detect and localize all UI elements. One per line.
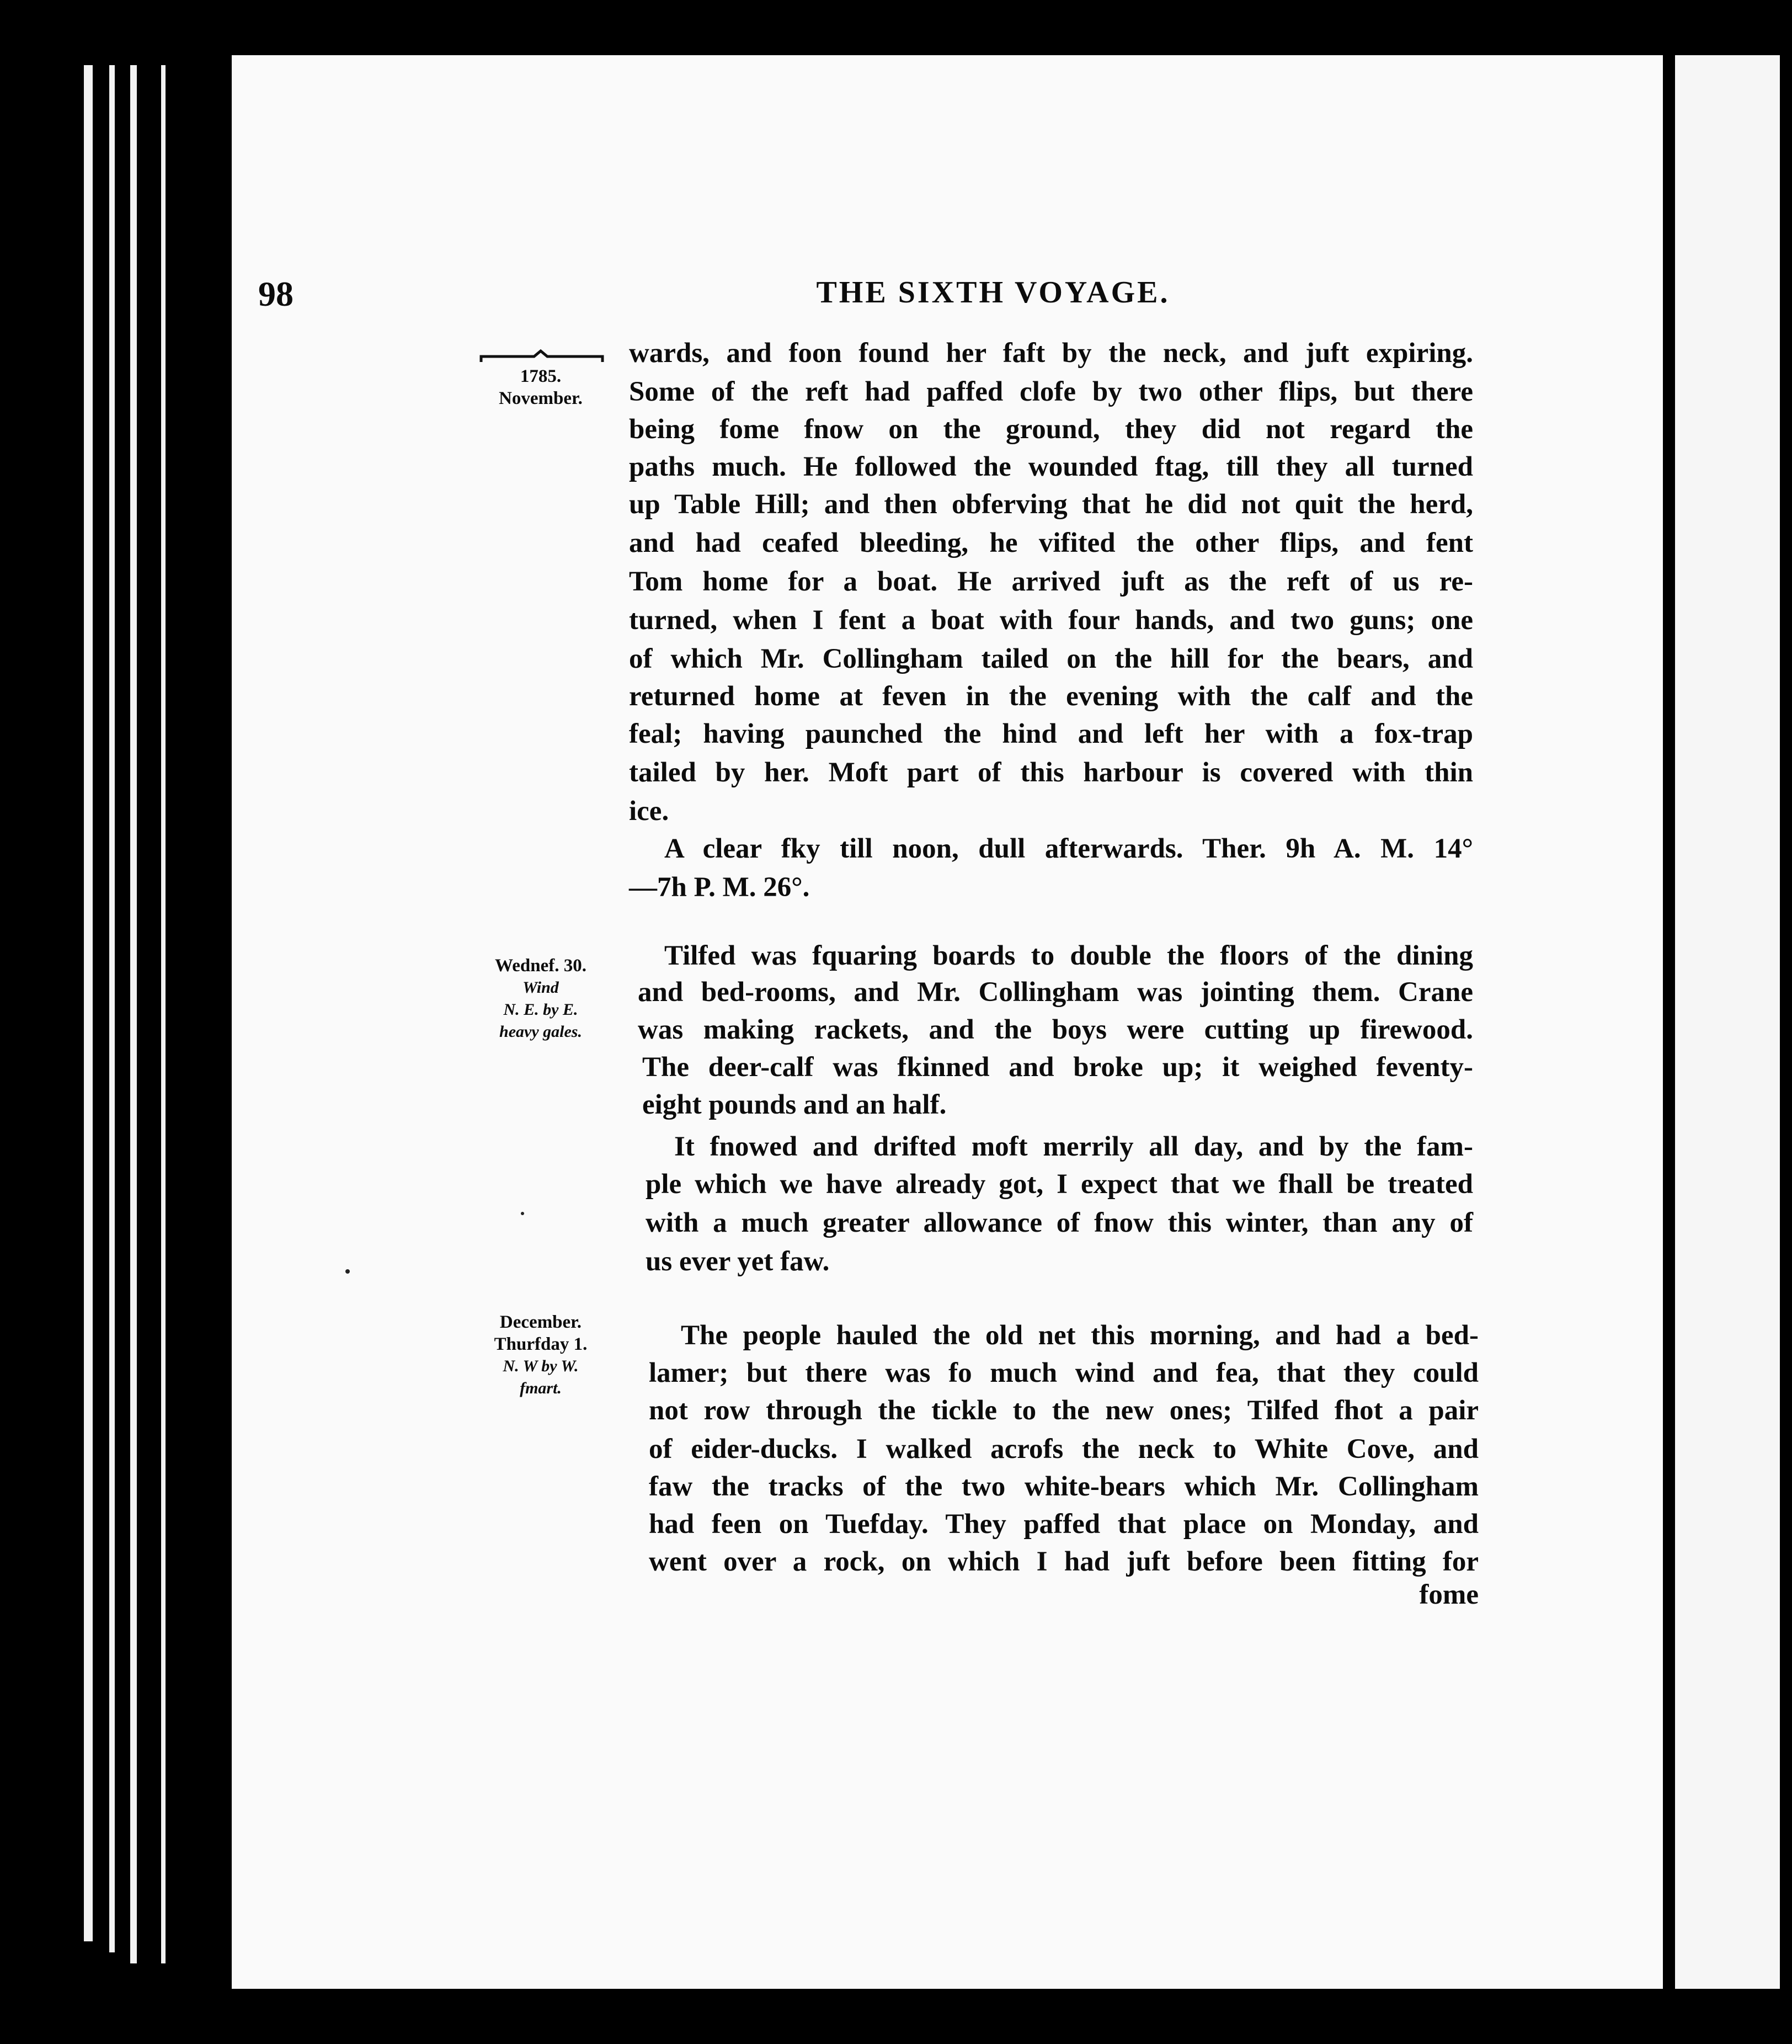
ink-speck bbox=[521, 1212, 524, 1215]
body-line: ice. bbox=[629, 796, 669, 827]
body-line: Some of the reft had paffed clofe by two other flips, but there bbox=[629, 376, 1473, 407]
body-line: with a much greater allowance of fnow this winter, than any of bbox=[646, 1207, 1473, 1238]
page-number: 98 bbox=[258, 274, 294, 313]
body-line: lamer; but there was fo much wind and fea, that they could bbox=[649, 1358, 1479, 1388]
margin-note-line: November. bbox=[499, 388, 583, 408]
margin-note-date bbox=[469, 365, 612, 409]
body-line: The deer-calf was fkinned and broke up; it weighed feventy- bbox=[642, 1052, 1473, 1083]
body-line: went over a rock, on which I had juft before been fitting for bbox=[649, 1546, 1479, 1577]
margin-note-line: Wednef. 30. bbox=[495, 956, 586, 976]
margin-note-line: Thurfday 1. bbox=[494, 1334, 588, 1354]
book-edge-line bbox=[161, 65, 166, 1963]
body-line: A clear fky till noon, dull afterwards. Ther. 9h A. M. 14° bbox=[664, 833, 1473, 864]
book-edge-line bbox=[130, 65, 137, 1963]
body-line: turned, when I fent a boat with four hands, and two guns; one bbox=[629, 605, 1473, 636]
book-edge-line bbox=[109, 65, 115, 1952]
body-line: wards, and foon found her faft by the neck, and juft expiring. bbox=[629, 338, 1473, 369]
body-line: faw the tracks of the two white-bears which Mr. Collingham bbox=[649, 1471, 1479, 1502]
margin-note-line: fmart. bbox=[520, 1379, 562, 1397]
margin-note-line: December. bbox=[499, 1312, 582, 1332]
body-line: feal; having paunched the hind and left her with a fox-trap bbox=[629, 718, 1473, 749]
body-line: eight pounds and an half. bbox=[642, 1089, 947, 1120]
ink-speck bbox=[345, 1269, 350, 1274]
body-line: being fome fnow on the ground, they did not regard the bbox=[629, 414, 1473, 445]
margin-note-line: N. W by W. bbox=[503, 1357, 579, 1375]
margin-note-line: heavy gales. bbox=[499, 1023, 582, 1041]
margin-note-thursday bbox=[469, 1311, 612, 1399]
body-line: and bed-rooms, and Mr. Collingham was jointing them. Crane bbox=[638, 977, 1473, 1008]
body-line: It fnowed and drifted moft merrily all day, and by the fam- bbox=[674, 1131, 1473, 1162]
margin-bracket bbox=[479, 349, 606, 364]
body-line: —7h P. M. 26°. bbox=[629, 872, 810, 903]
margin-note-line: N. E. by E. bbox=[503, 1000, 578, 1019]
body-line: us ever yet faw. bbox=[646, 1246, 830, 1277]
body-line: and had ceafed bleeding, he vifited the other flips, and fent bbox=[629, 528, 1473, 558]
body-line: had feen on Tuefday. They paffed that place on Monday, and bbox=[649, 1509, 1479, 1540]
book-edge-line bbox=[84, 65, 93, 1941]
body-line: paths much. He followed the wounded ftag, till they all turned bbox=[629, 451, 1473, 482]
body-line: Tilfed was fquaring boards to double the floors of the dining bbox=[664, 940, 1473, 971]
running-title: THE SIXTH VOYAGE. bbox=[816, 275, 1170, 310]
facing-page-edge bbox=[1675, 55, 1780, 1989]
body-line: up Table Hill; and then obferving that he did not quit the herd, bbox=[629, 489, 1473, 520]
margin-note-line: Wind bbox=[522, 978, 559, 997]
body-line: of which Mr. Collingham tailed on the hill for the bears, and bbox=[629, 643, 1473, 674]
body-line: returned home at feven in the evening with the calf and the bbox=[629, 681, 1473, 712]
body-line: The people hauled the old net this morning, and had a bed- bbox=[681, 1320, 1479, 1351]
margin-note-line: 1785. bbox=[520, 366, 562, 386]
body-line: tailed by her. Moft part of this harbour is covered with thin bbox=[629, 757, 1473, 788]
margin-note-wednesday bbox=[469, 955, 612, 1043]
catchword: fome bbox=[1419, 1579, 1479, 1610]
body-line: of eider-ducks. I walked acrofs the neck to White Cove, and bbox=[649, 1434, 1479, 1465]
body-line: not row through the tickle to the new ones; Tilfed fhot a pair bbox=[649, 1395, 1479, 1426]
body-line: Tom home for a boat. He arrived juft as the reft of us re- bbox=[629, 566, 1473, 597]
body-line: ple which we have already got, I expect that we fhall be treated bbox=[646, 1169, 1473, 1200]
body-line: was making rackets, and the boys were cutting up firewood. bbox=[638, 1014, 1473, 1045]
